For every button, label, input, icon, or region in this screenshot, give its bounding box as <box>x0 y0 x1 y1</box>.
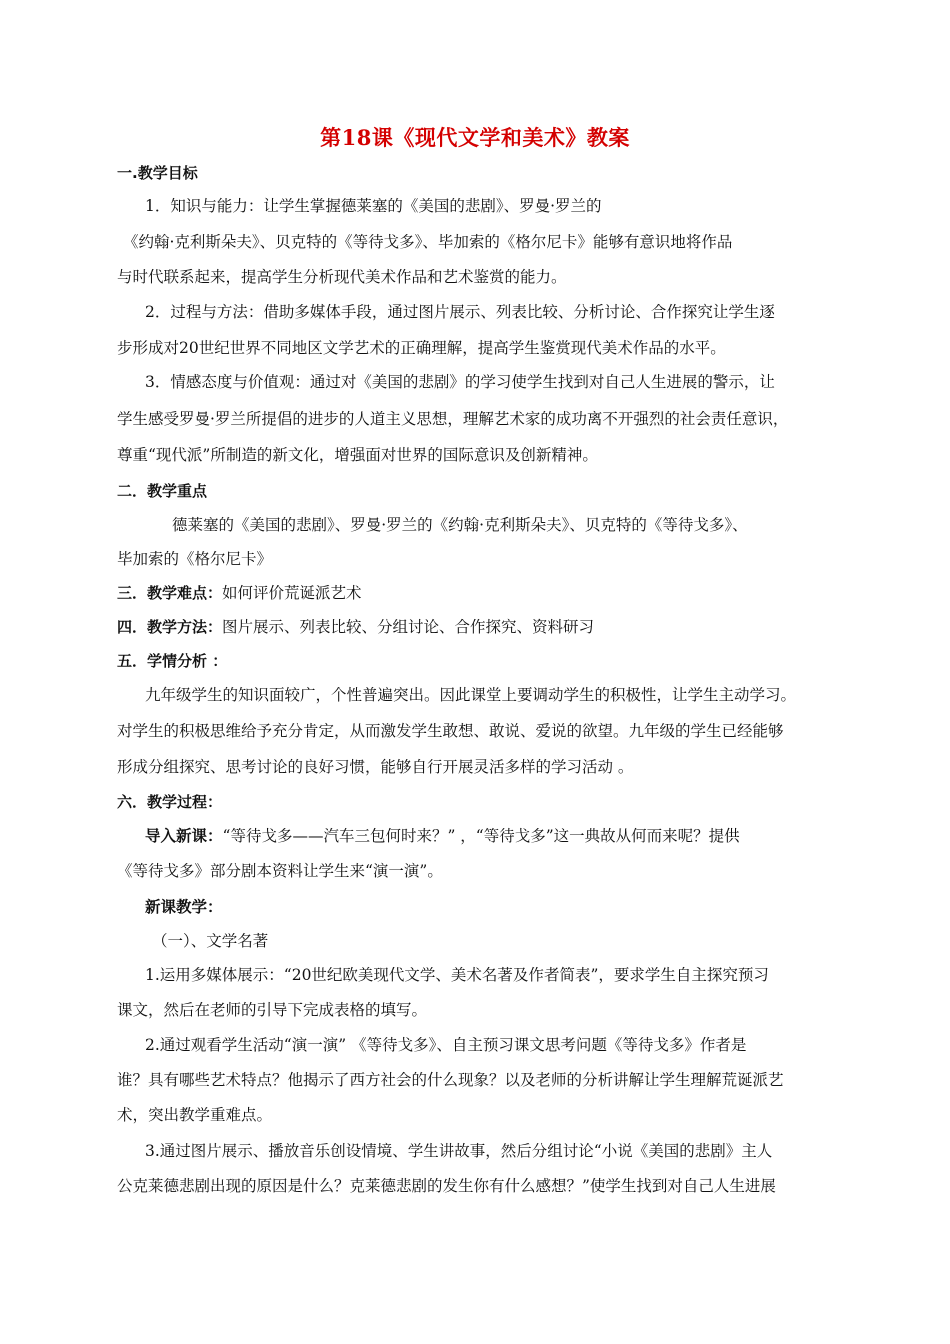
intro-label: 导入新课： <box>145 827 223 845</box>
intro-text: “等待戈多——汽车三包何时来？” ，“等待戈多”这一典故从何而来呢？提供 <box>222 827 740 845</box>
paragraph-item1-cont: 课文，然后在老师的引导下完成表格的填写。 <box>117 1001 428 1019</box>
paragraph-process-cont: 步形成对20世纪世界不同地区文学艺术的正确理解，提高学生鉴赏现代美术作品的水平。 <box>117 339 726 357</box>
paragraph-values-cont2: 尊重“现代派”所制造的新文化，增强面对世界的国际意识及创新精神。 <box>117 446 598 464</box>
section-heading-difficulty: 三．教学难点： <box>117 584 223 602</box>
document-title: 第18课《现代文学和美术》教案 <box>320 125 630 150</box>
difficulty-text: 如何评价荒诞派艺术 <box>222 584 362 602</box>
new-lesson-label: 新课教学： <box>145 898 223 916</box>
section-heading-methods: 四．教学方法： <box>117 618 223 636</box>
paragraph-key-points: 德莱塞的《美国的悲剧》、罗曼·罗兰的《约翰·克利斯朵夫》、贝克特的《等待戈多》、 <box>172 516 748 534</box>
section-heading-analysis: 五．学情分析 ： <box>117 652 228 670</box>
paragraph-item3-cont: 公克莱德悲剧出现的原因是什么？克莱德悲剧的发生你有什么感想？”使学生找到对自己人生进展 <box>117 1177 776 1195</box>
paragraph-knowledge: 1．知识与能力：让学生掌握德莱塞的《美国的悲剧》、罗曼·罗兰的 <box>145 197 602 215</box>
paragraph-item2: 2.通过观看学生活动“演一演” 《等待戈多》、自主预习课文思考问题《等待戈多》作者是 <box>145 1036 747 1054</box>
paragraph-knowledge-cont2: 与时代联系起来，提高学生分析现代美术作品和艺术鉴赏的能力。 <box>117 268 567 286</box>
paragraph-values: 3．情感态度与价值观：通过对《美国的悲剧》的学习使学生找到对自己人生进展的警示，让 <box>145 373 775 391</box>
section-heading-process: 六．教学过程： <box>117 793 223 811</box>
section-heading-objectives: 一.教学目标 <box>117 164 198 182</box>
paragraph-analysis: 九年级学生的知识面较广，个性普遍突出。因此课堂上要调动学生的积极性，让学生主动学习。 <box>145 686 797 704</box>
paragraph-process: 2．过程与方法：借助多媒体手段，通过图片展示、列表比较、分析讨论、合作探究让学生逐 <box>145 303 775 321</box>
section-methods <box>117 616 837 638</box>
paragraph-key-points-cont: 毕加索的《格尔尼卡》 <box>117 550 273 568</box>
section-difficulty <box>117 582 837 604</box>
paragraph-knowledge-cont1: 《约翰·克利斯朵夫》、贝克特的《等待戈多》、毕加索的《格尔尼卡》能够有意识地将作品 <box>123 233 733 251</box>
paragraph-intro-cont: 《等待戈多》部分剧本资料让学生来“演一演”。 <box>117 862 443 880</box>
paragraph-item2-cont2: 术，突出教学重难点。 <box>117 1106 273 1124</box>
paragraph-item1: 1.运用多媒体展示：“20世纪欧美现代文学、美术名著及作者简表”，要求学生自主探究预习 <box>145 966 769 984</box>
paragraph-intro <box>145 825 865 847</box>
paragraph-analysis-cont1: 对学生的积极思维给予充分肯定，从而激发学生敢想、敢说、爱说的欲望。九年级的学生已经能够 <box>117 722 784 740</box>
section-heading-key-points: 二．教学重点 <box>117 482 208 500</box>
subsection-literature: （一）、文学名著 <box>152 932 269 950</box>
paragraph-analysis-cont2: 形成分组探究、思考讨论的良好习惯，能够自行开展灵活多样的学习活动 。 <box>117 758 634 776</box>
paragraph-values-cont1: 学生感受罗曼·罗兰所提倡的进步的人道主义思想，理解艺术家的成功离不开强烈的社会责任意识， <box>117 410 789 428</box>
paragraph-item2-cont1: 谁？具有哪些艺术特点？他揭示了西方社会的什么现象？以及老师的分析讲解让学生理解荒诞派艺 <box>117 1071 784 1089</box>
methods-text: 图片展示、列表比较、分组讨论、合作探究、资料研习 <box>222 618 595 636</box>
paragraph-item3: 3.通过图片展示、播放音乐创设情境、学生讲故事，然后分组讨论“小说《美国的悲剧》主人 <box>145 1142 773 1160</box>
